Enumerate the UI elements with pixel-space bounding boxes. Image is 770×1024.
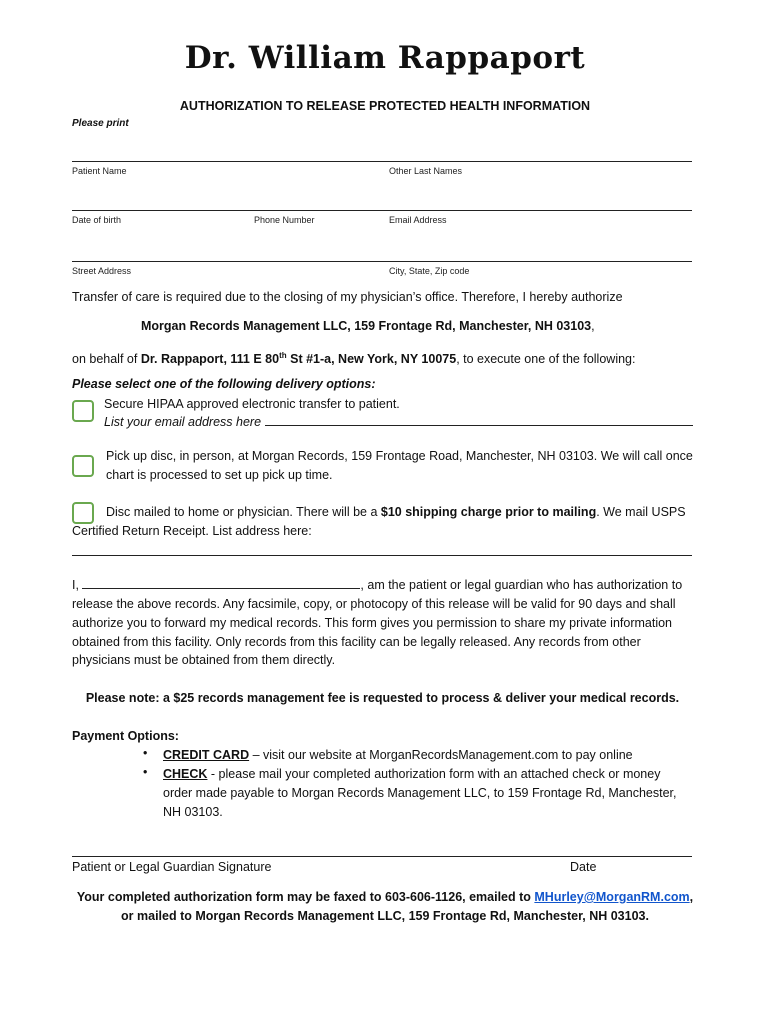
check-text: - please mail your completed authorization form with an attached check or money <box>207 767 661 781</box>
footer-line-1 <box>0 888 770 907</box>
authorized-company-line <box>141 317 595 336</box>
disc-mailed-text: Disc mailed to home or physician. There will be a <box>106 505 381 519</box>
credit-bullet: • <box>143 746 148 760</box>
email-entry-field[interactable] <box>265 413 693 426</box>
signature-line[interactable] <box>72 856 692 857</box>
consent-line-5: physicians must be obtained from them directly. <box>72 653 336 667</box>
check-text-2: order made payable to Morgan Records Management LLC, to 159 Frontage Rd, Manchester, <box>163 786 677 800</box>
behalf-address: St #1-a, New York, NY 10075 <box>286 352 457 367</box>
consent-line-1 <box>72 576 698 595</box>
email-address-label: Email Address <box>389 215 447 225</box>
fee-note: Please note: a $25 records management fee is requested to process & deliver your medical records. <box>85 691 680 705</box>
disc-mailed-checkbox[interactable] <box>72 502 94 524</box>
pickup-disc-text: Pick up disc, in person, at Morgan Records, 159 Frontage Road, Manchester, NH 03103. We will call once <box>106 449 693 463</box>
mail-address-line[interactable] <box>72 555 692 556</box>
behalf-superscript: th <box>279 351 287 360</box>
date-of-birth-label: Date of birth <box>72 215 122 225</box>
email-entry-label: List your email address here <box>104 415 262 429</box>
signature-label: Patient or Legal Guardian Signature <box>72 860 272 874</box>
footer-comma: , <box>689 890 694 904</box>
credit-card-text: – visit our website at MorganRecordsManagement.com to pay online <box>249 748 633 762</box>
city-state-zip-label: City, State, Zip code <box>389 266 470 276</box>
payment-options-heading: Payment Options: <box>72 729 179 743</box>
footer-email-link[interactable]: MHurley@MorganRM.com <box>534 890 690 904</box>
check-option <box>163 765 660 784</box>
dob-phone-email-line[interactable] <box>72 210 692 211</box>
phone-number-label: Phone Number <box>254 215 315 225</box>
patient-name-label: Patient Name <box>72 166 127 176</box>
footer-line-2: or mailed to Morgan Records Management LLC, 159 Frontage Rd, Manchester, NH 03103. <box>121 909 649 923</box>
consent-line-4: obtained from this facility. Only records from this facility can be legally released. Any records from other <box>72 635 641 649</box>
delivery-options-heading: Please select one of the following delivery options: <box>72 377 376 391</box>
doctor-name-title: Dr. William Rappaport <box>184 40 586 76</box>
behalf-doctor: Dr. Rappaport, 111 E 80 <box>140 352 280 367</box>
disc-mailed-suffix: . We mail USPS <box>596 505 686 519</box>
transfer-of-care-text: Transfer of care is required due to the closing of my physician’s office. Therefore, I hereby authorize <box>72 290 623 304</box>
consent-line1-suffix: , am the patient or legal guardian who has authorization to <box>360 578 683 592</box>
footer-fax-text: Your completed authorization form may be faxed to 603-606-1126, emailed to <box>76 890 535 904</box>
street-address-label: Street Address <box>72 266 132 276</box>
check-bullet: • <box>143 765 148 779</box>
pickup-disc-text-2: chart is processed to set up pick up time. <box>106 468 333 482</box>
consent-line-2: release the above records. Any facsimile, copy, or photocopy of this release will be valid for 90 days and shall <box>72 597 676 611</box>
disc-mailed-line <box>106 503 686 522</box>
credit-card-label: CREDIT CARD <box>163 748 250 762</box>
electronic-transfer-checkbox[interactable] <box>72 400 94 422</box>
check-text-3: NH 03103. <box>163 805 223 819</box>
on-behalf-line <box>72 346 635 369</box>
authorized-company-comma: , <box>591 319 595 333</box>
on-behalf-prefix: on behalf of <box>72 352 141 367</box>
patient-name-field[interactable] <box>82 576 360 589</box>
electronic-transfer-text: Secure HIPAA approved electronic transfer to patient. <box>104 397 400 411</box>
certified-receipt-text: Certified Return Receipt. List address here: <box>72 524 312 538</box>
credit-card-option <box>163 746 633 765</box>
consent-line-3: authorize you to forward my medical records. This form gives you permission to share my private information <box>72 616 673 630</box>
email-entry-line <box>104 413 693 432</box>
please-print-note: Please print <box>72 118 129 129</box>
authorized-company: Morgan Records Management LLC, 159 Frontage Rd, Manchester, NH 03103 <box>141 319 592 333</box>
consent-prefix: I, <box>72 578 83 592</box>
check-label: CHECK <box>163 767 208 781</box>
patient-name-line[interactable] <box>72 161 692 162</box>
pickup-disc-checkbox[interactable] <box>72 455 94 477</box>
behalf-suffix: , to execute one of the following: <box>456 352 636 367</box>
form-title: AUTHORIZATION TO RELEASE PROTECTED HEALTH INFORMATION <box>179 99 591 113</box>
date-label: Date <box>570 860 597 874</box>
address-line[interactable] <box>72 261 692 262</box>
other-last-names-label: Other Last Names <box>389 166 463 176</box>
shipping-charge: $10 shipping charge prior to mailing <box>380 505 597 519</box>
